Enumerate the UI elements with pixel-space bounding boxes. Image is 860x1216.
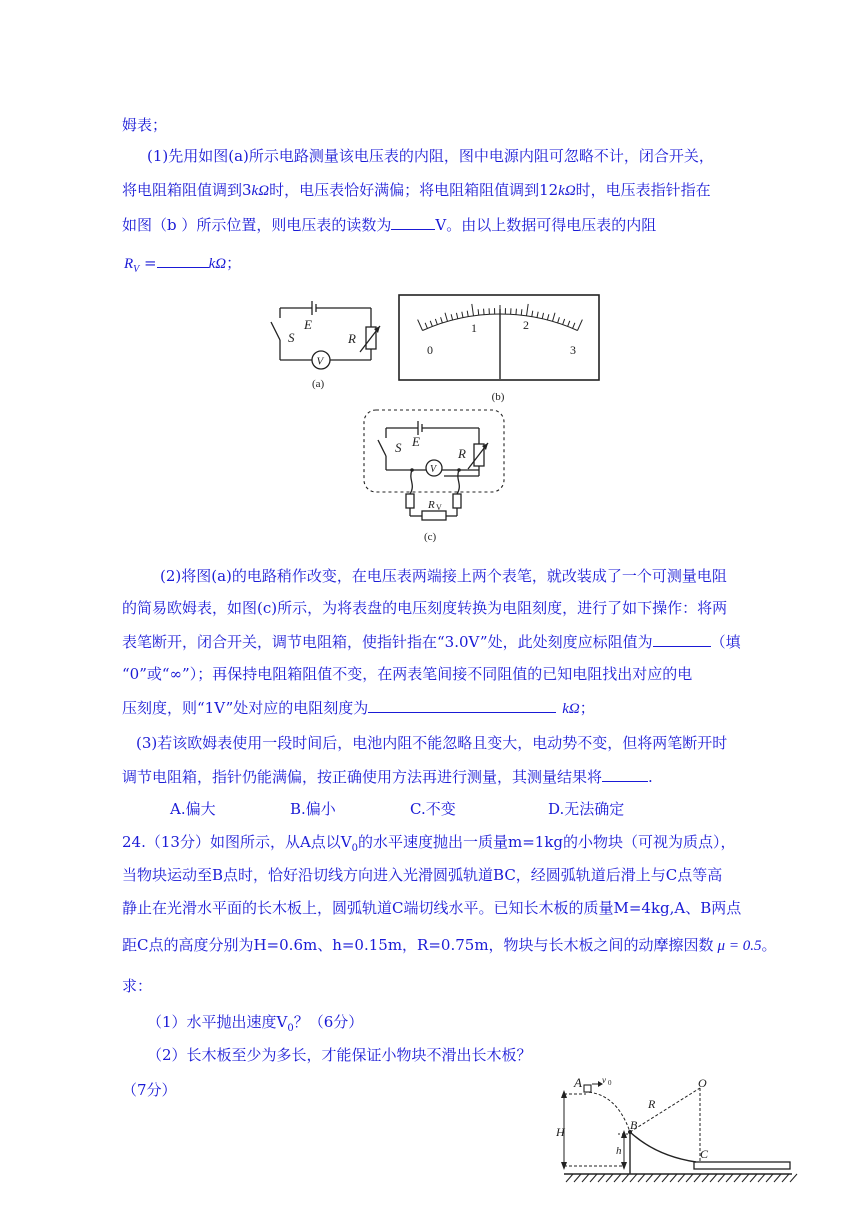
meter-dial-figure-b [398, 294, 602, 410]
ground-hatch [710, 1174, 717, 1182]
point-b-label: B [630, 1118, 638, 1132]
text-line: （7分） [122, 1081, 177, 1099]
velocity-label: v [602, 1075, 606, 1085]
test-resistor-label: R [428, 499, 435, 511]
dial-tick [573, 323, 575, 329]
text-line: （2）长木板至少为多长，才能保证小物块不滑出长木板？ [147, 1046, 532, 1064]
center-o-label: O [698, 1076, 707, 1090]
choice-b: B.偏小 [290, 800, 336, 818]
ground-hatch [758, 1174, 765, 1182]
dial-tick [484, 309, 485, 315]
ground-hatch [662, 1174, 669, 1182]
ground-hatch [726, 1174, 733, 1182]
text-line: 静止在光滑水平面的长木板上，圆弧轨道C端切线水平。已知长木板的质量M=4kg,A、B两点 [122, 899, 742, 917]
height-h-label: H [556, 1125, 565, 1139]
dial-tick [430, 321, 432, 327]
ground-hatch [638, 1174, 645, 1182]
dial-tick [478, 309, 479, 315]
ground-hatch [686, 1174, 693, 1182]
ground-hatch [654, 1174, 661, 1182]
switch-label: S [395, 440, 402, 455]
ground-hatch [590, 1174, 597, 1182]
ground-hatch [750, 1174, 757, 1182]
projectile-track-figure [556, 1074, 800, 1194]
ground-hatch [678, 1174, 685, 1182]
ground-hatch [614, 1174, 621, 1182]
ground-hatch [582, 1174, 589, 1182]
dial-tick [425, 323, 427, 329]
choice-a: A.偏大 [170, 800, 216, 818]
dial-tick [553, 313, 555, 322]
answer-blank [602, 766, 648, 782]
answer-blank [157, 252, 209, 268]
ground-hatch [718, 1174, 725, 1182]
voltmeter-label: V [316, 355, 324, 368]
text-line: 的简易欧姆表，如图(c)所示，为将表盘的电压刻度转换为电阻刻度，进行了如下操作：将两 [122, 599, 728, 617]
dial-tick [563, 319, 565, 325]
tick-label: 1 [471, 321, 477, 335]
switch-label: S [288, 330, 295, 345]
ground-hatch [790, 1174, 797, 1182]
text-line: （1）水平抛出速度$V_0$？（6分） [147, 1013, 364, 1034]
text-line: 表笔断开，闭合开关，调节电阻箱，使指针指在“3.0V”处，此处刻度应标阻值为 （填 [122, 633, 741, 651]
dial-tick [451, 314, 452, 320]
text-line: 调节电阻箱，指针仍能满偏，按正确使用方法再进行测量，其测量结果将 . [122, 768, 653, 786]
text-line: 姆表； [122, 116, 168, 134]
ground-hatch [574, 1174, 581, 1182]
text-line: 如图（b ）所示位置，则电压表的读数为 V。由以上数据可得电压表的内阻 [122, 216, 657, 234]
dial-tick [435, 319, 437, 325]
circuit-figure-a [268, 298, 384, 398]
ground-hatch [766, 1174, 773, 1182]
tick-label: 3 [570, 343, 576, 357]
dial-tick [472, 304, 474, 316]
dial-tick [577, 320, 582, 331]
ground-hatch [630, 1174, 637, 1182]
emf-label: E [412, 434, 420, 449]
circuit-figure-c [362, 408, 508, 552]
height-small-h-label: h [616, 1145, 622, 1157]
tick-label: 0 [427, 343, 433, 357]
ground-hatch [742, 1174, 749, 1182]
ground-hatch [622, 1174, 629, 1182]
ground-hatch [702, 1174, 709, 1182]
ground-hatch [694, 1174, 701, 1182]
ground-hatch [598, 1174, 605, 1182]
ground-hatch [670, 1174, 677, 1182]
ground-hatch [606, 1174, 613, 1182]
figure-caption: (c) [424, 531, 437, 543]
figure-caption: (b) [491, 391, 505, 403]
text-line: 求： [122, 977, 153, 995]
dial-tick [537, 312, 538, 318]
answer-blank [391, 214, 435, 230]
dial-tick [527, 304, 529, 316]
choice-d: D.无法确定 [548, 800, 625, 818]
text-line: “0”或“∞”）；再保持电阻箱阻值不变，在两表笔间接不同阻值的已知电阻找出对应的电 [122, 665, 693, 683]
dial-tick [521, 309, 522, 315]
dial-tick [542, 313, 543, 319]
figure-caption: (a) [312, 378, 325, 390]
text-line: (1)先用如图(a)所示电路测量该电压表的内阻，图中电源内阻可忽略不计，闭合开关， [147, 147, 714, 165]
dial-tick [441, 317, 443, 323]
choice-c: C.不变 [410, 800, 456, 818]
ground-hatch [734, 1174, 741, 1182]
dial-tick [568, 321, 570, 327]
text-line: 距C点的高度分别为H=0.6m、h=0.15m，R=0.75m，物块与长木板之间的动摩擦因数 μ = 0.5。 [122, 936, 777, 954]
text-line: 将电阻箱阻值调到3kΩ时，电压表恰好满偏；将电阻箱阻值调到12kΩ时，电压表指针指在 [122, 181, 711, 199]
dial-tick [467, 311, 468, 317]
text-line: 24.（13分）如图所示，从A点以$V_0$的水平速度抛出一质量m=1kg的小物块（可视为质点）， [122, 833, 736, 854]
radius-label: R [648, 1097, 656, 1111]
dial-tick [462, 312, 463, 318]
test-resistor-subscript: V [436, 503, 442, 512]
voltmeter-label: V [430, 464, 437, 475]
ground-hatch [566, 1174, 573, 1182]
resistor-label: R [458, 446, 466, 461]
dial-tick [547, 314, 548, 320]
dial-tick [532, 311, 533, 317]
dial-tick [445, 313, 447, 322]
dial-tick [418, 320, 423, 331]
answer-blank [368, 697, 556, 713]
text-line: (2)将图(a)的电路稍作改变，在电压表两端接上两个表笔，就改装成了一个可测量电阻 [160, 567, 727, 585]
emf-label: E [304, 317, 312, 332]
velocity-subscript: 0 [608, 1079, 612, 1087]
text-line: (3)若该欧姆表使用一段时间后，电池内阻不能忽略且变大，电动势不变，但将两笔断开时 [136, 734, 728, 752]
ground-hatch [646, 1174, 653, 1182]
point-c-label: C [700, 1147, 709, 1161]
ground-hatch [782, 1174, 789, 1182]
dial-tick [456, 313, 457, 319]
text-line: $R_V = k\Omega$； [124, 254, 242, 275]
dial-tick [558, 317, 560, 323]
text-line: 压刻度，则“1V”处对应的电阻刻度为 kΩ； [122, 699, 595, 717]
dial-tick [516, 309, 517, 315]
ground-hatch [774, 1174, 781, 1182]
resistor-label: R [348, 331, 356, 346]
text-line: 当物块运动至B点时，恰好沿切线方向进入光滑圆弧轨道BC，经圆弧轨道后滑上与C点等高 [122, 866, 723, 884]
point-a-label: A [574, 1075, 582, 1090]
answer-blank [653, 631, 711, 647]
tick-label: 2 [523, 318, 529, 332]
